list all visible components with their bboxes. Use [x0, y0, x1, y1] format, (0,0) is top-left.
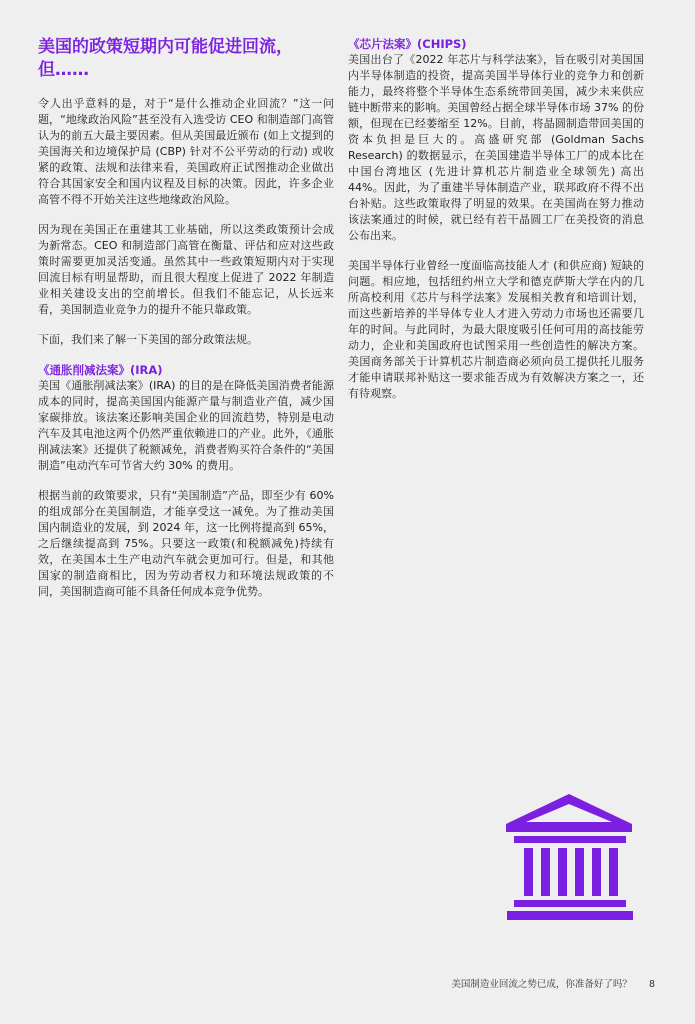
ira-paragraph-1: 美国《通胀削减法案》(IRA) 的目的是在降低美国消费者能源成本的同时，提高美国国内能源产量与制造业产值，减少国家碳排放。该法案还影响美国企业的回流趋势，特别是电动汽车及其电池这两个仍然严重依赖进口的产业。此外，《通胀削减法案》还提供了税额减免，消费者购买符合条件的“美国制造”电动汽车可节省大约 30% 的费用。 — [38, 379, 334, 472]
intro-paragraph-2: 因为现在美国正在重建其工业基础，所以这类政策预计会成为新常态。CEO 和制造部门高管在衡量、评估和应对这些政策时需要更加灵活变通。虽然其中一些政策短期内对于实现回流目标有明显帮助，而且很大程度上促进了 2022 年制造业相关建设支出的空前增长。但我们不能忘记，从长远来看，美国制造业竞争力的提升不能只靠政策。 — [38, 223, 334, 316]
footer — [451, 976, 655, 990]
intro-paragraph-3: 下面，我们来了解一下美国的部分政策法规。 — [38, 333, 258, 346]
ira-paragraph-2: 根据当前的政策要求，只有“美国制造”产品，即至少有 60% 的组成部分在美国制造，才能享受这一减免。为了推动美国国内制造业的发展，到 2024 年，这一比例将提高到 65%，之后继续提高到 75%。只要这一政策(和税额减免)持续有效，在美国本土生产电动汽车就会更加可行。但是，和其他国家的制造商相比，因为劳动者权力和环境法规政策的不同，美国制造商可能不具备任何成本竞争优势。 — [38, 489, 334, 598]
page-number: 8 — [648, 979, 655, 990]
chips-section-title: 《芯片法案》(CHIPS) — [348, 37, 467, 51]
right-column — [348, 36, 644, 416]
intro-paragraph-1: 令人出乎意料的是，对于“是什么推动企业回流？”这一问题，“地缘政治风险”甚至没有入选受访 CEO 和制造部门高管认为的前五大最主要因素。但从美国最近颁布 (如上文提到的美国海关和边境保护局 (CBP) 针对不公平劳动的行动) 或收紧的政策、法规和法律来看，美国政府正试图推动企业做出符合其国家安全和国内议程及目标的决策。因此，许多企业高管不得不开始关注这些地缘政治风险。 — [38, 97, 334, 206]
page-title: 美国的政策短期内可能促进回流，但…… — [38, 37, 293, 80]
left-column — [38, 36, 334, 614]
chips-paragraph-1: 美国出台了《2022 年芯片与科学法案》，旨在吸引对美国国内半导体制造的投资，提高美国半导体行业的竞争力和创新能力，最终将整个半导体生态系统带回美国，减少未来供应链中断带来的影响。美国曾经占据全球半导体市场 37% 的份额，但现在已经萎缩至 12%。目前，将晶圆制造带回美国的资本负担是巨大的。高盛研究部 (Goldman Sachs Research) 的数据显示，在美国建造半导体工厂的成本比在中国台湾地区 (先进计算机芯片制造业全球领先) 高出 44%。因此，为了重建半导体制造产业，联邦政府不得不出台补贴。这些政策取得了明显的效果。在美国尚在努力推动该法案通过的时候，就已经有若干晶圆工厂在美投资的消息公布出来。 — [348, 53, 644, 242]
government-building-icon — [504, 794, 634, 924]
footer-title: 美国制造业回流之势已成，你准备好了吗？ — [451, 979, 632, 990]
chips-paragraph-2: 美国半导体行业曾经一度面临高技能人才 (和供应商) 短缺的问题。相应地，包括纽约州立大学和德克萨斯大学在内的几所高校利用《芯片与科学法案》发展相关教育和培训计划，而这些新培养的半导体专业人才进入劳动力市场也还需要几年的时间。与此同时，为最大限度吸引任何可用的高技能劳动力，企业和美国政府也试图采用一些创造性的解决方案。美国商务部关于计算机芯片制造商必须向员工提供托儿服务才能申请联邦补贴这一要求能否成为有效解决方案之一，还有待观察。 — [348, 259, 644, 400]
ira-section-title: 《通胀削减法案》(IRA) — [38, 363, 163, 377]
